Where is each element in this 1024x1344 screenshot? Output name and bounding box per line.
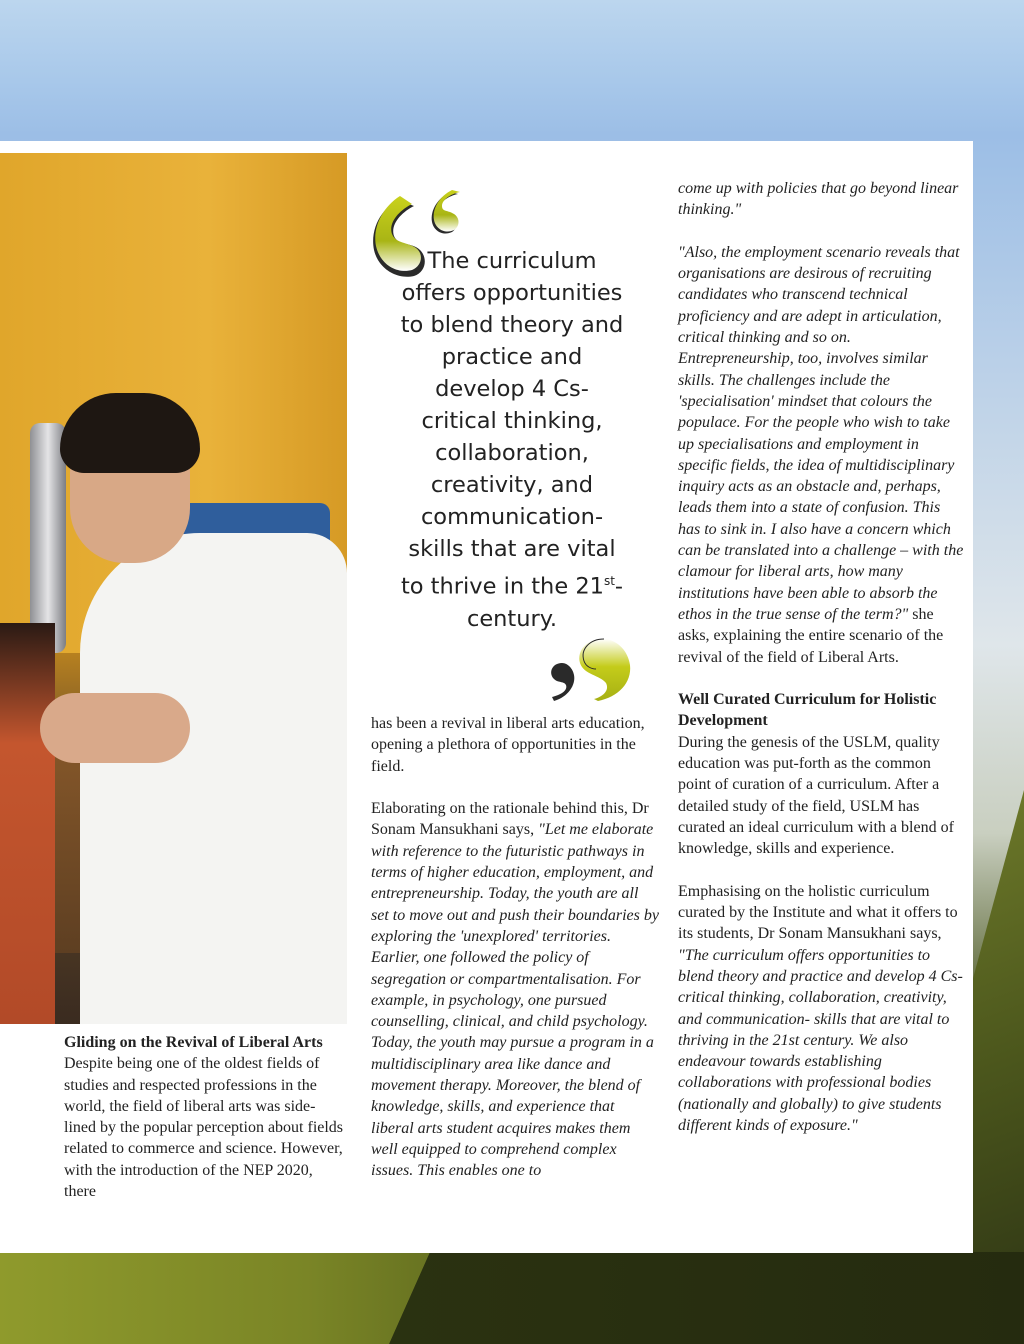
column-3-paragraph-1: come up with policies that go beyond linear thinking." [678, 180, 959, 219]
column-3-paragraph-2: "Also, the employment scenario reveals that organisations are desirous of recruiting candidates who transcend technical proficiency and are adept in articulation, critical thinking and so on. Entrepreneurship, too, involves similar skills. The challenges include the 'specialisation' mindset that colours the populace. For the people who wish to take up specialisations and employment in specific fields, the idea of multidisciplinary inquiry acts as an obstacle and, perhaps, leads them into a state of confusion. This has to sink in. I also have a concern which can be translated into a challenge – with the clamour for liberal arts, how many institutions have been able to absorb the ethos in the true sense of the term?" she asks, explaining the entire scenario of the revival of the field of Liberal Arts. [678, 243, 964, 666]
column-1-body: Despite being one of the oldest fields of studies and respected professions in the world, the field of liberal arts was side-lined by the popular perception about fields related to commerce and science. However, with the introduction of the NEP 2020, there [64, 1055, 344, 1201]
column-2-paragraph-2: Elaborating on the rationale behind this, Dr Sonam Mansukhani says, "Let me elaborate with reference to the futuristic pathways in terms of higher education, employment, and entrepreneurship. Today, the youth are all set to move out and push their boundaries by exploring the 'unexplored' territories. Earlier, one followed the policy of segregation or compartmentalisation. For example, in psychology, one pursued counselling, clinical, and child psychology. Today, the youth may pursue a program in a multidisciplinary area like dance and movement therapy. Moreover, the blend of knowledge, skills, and experience that liberal arts student acquires makes them well equipped to comprehend complex issues. This enables one to [371, 800, 659, 1180]
student-photo [0, 153, 347, 1024]
column-1 [64, 1032, 346, 1202]
column-3 [678, 178, 966, 1158]
section-heading-revival: Gliding on the Revival of Liberal Arts [64, 1034, 323, 1051]
pull-quote-text: The curriculum offers opportunities to blend theory and practice and develop 4 Cs- critical thinking, collaboration, creativity, and communication- skills that are vital to thrive in the 21st-century. [400, 248, 624, 632]
column-3-paragraph-3: During the genesis of the USLM, quality education was put-forth as the common point of curation of a curriculum. After a detailed study of the field, USLM has curated an ideal curriculum with a blend of knowledge, skills and experience. [678, 733, 954, 858]
photo-student-shirt [80, 533, 347, 1024]
column-3-paragraph-4: Emphasising on the holistic curriculum curated by the Institute and what it offers to its students, Dr Sonam Mansukhani says, "The curriculum offers opportunities to blend theory and practice and develop 4 Cs- critical thinking, collaboration, creativity, and communication- skills that are vital to thriving in the 21st century. We also endeavour towards establishing collaborations with professional bodies (nationally and globally) to give students different kinds of exposure." [678, 882, 963, 1135]
column-2 [371, 713, 660, 1203]
photo-student-hair [60, 393, 200, 473]
pull-quote [366, 188, 646, 703]
section-heading-curriculum: Well Curated Curriculum for Holistic Development [678, 691, 937, 730]
photo-student-arm [40, 693, 190, 763]
close-quote-icon [546, 635, 636, 701]
photo-person-left [0, 623, 55, 1024]
column-2-paragraph-1: has been a revival in liberal arts education, opening a plethora of opportunities in the field. [371, 715, 645, 775]
